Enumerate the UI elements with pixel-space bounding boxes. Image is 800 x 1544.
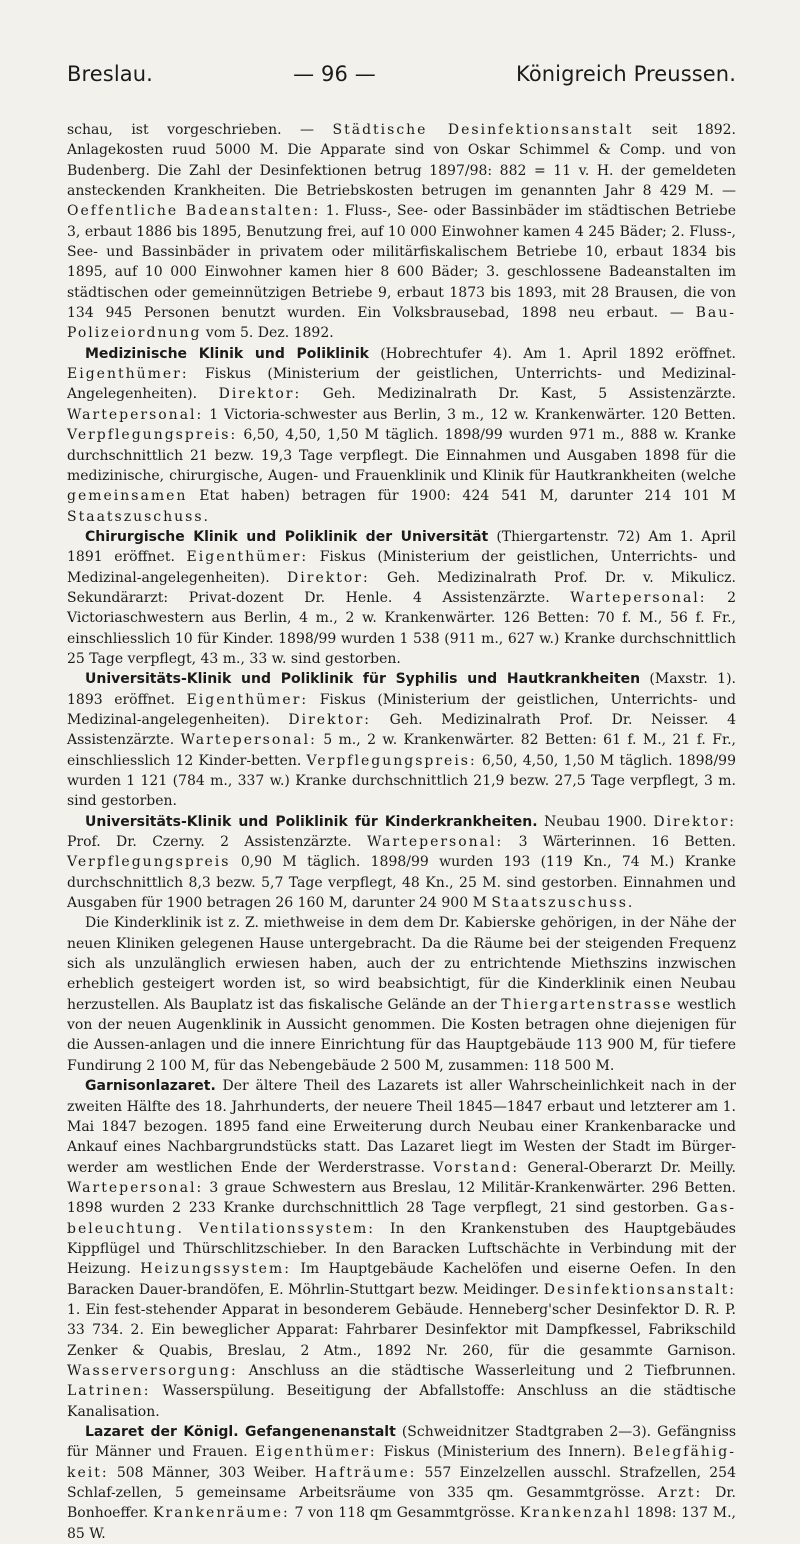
- text-run: 1 Victoria-schwester aus Berlin, 3 m., 12 w. Krankenwärter. 120 Betten.: [203, 406, 736, 423]
- spaced-term: Staatszuschuss.: [67, 508, 210, 525]
- text-run: Im Hauptgebäude Kachelöfen und eiserne Oefen. In den Baracken Dauer-brandöfen, E. Möhrlin-Stuttgart bezw. Meidinger.: [67, 1261, 736, 1298]
- text-run: 5 m., 2 w. Krankenwärter. 82 Betten: 61 f. M., 21 f. Fr., einschliesslich 12 Kinder-betten.: [67, 732, 736, 769]
- spaced-term: Wartepersonal:: [67, 406, 204, 423]
- paragraph: [67, 120, 736, 344]
- section-heading: Universitäts-Klinik und Poliklinik für Kinderkrankheiten.: [85, 813, 538, 830]
- text-run: westlich von der neuen Augenklinik in Aussicht genommen. Die Kosten betragen ohne diejenigen für die Aussen-anlagen und die innere Einrichtung für das Hauptgebäude 113 900 M, für tiefere Fundirung 2 100 M, für das Nebengebäude 2 500 M, zusammen: 118 500 M.: [67, 996, 736, 1074]
- spaced-term: Krankenräume:: [153, 1505, 290, 1522]
- spaced-term: Vorstand:: [433, 1159, 520, 1176]
- text-run: Geh. Medizinalrath Prof. Dr. Neisser. 4 Assistenzärzte.: [67, 711, 736, 749]
- text-run: schau, ist vorgeschrieben. —: [67, 122, 333, 138]
- spaced-term: Eigenthümer:: [254, 1444, 377, 1461]
- header-city: Breslau.: [67, 62, 153, 86]
- spaced-term: Direktor:: [288, 711, 372, 728]
- spaced-term: Direktor:: [218, 386, 302, 403]
- paragraph: [67, 344, 736, 527]
- text-run: 508 Männer, 303 Weiber.: [108, 1464, 315, 1481]
- text-run: 6,50, 4,50, 1,50 M täglich. 1898/99 wurden 971 m., 888 w. Kranke durchschnittlich 21 bezw. 19,3 Tage verpflegt. Die Einnahmen und Ausgaben 1898 für die medizinische, chirurgische, Augen- und Frauenklinik und Klinik für Hautkrankheiten (welche: [67, 427, 736, 484]
- text-run: Geh. Medizinalrath Dr. Kast, 5 Assistenzärzte.: [301, 386, 736, 403]
- spaced-term: Verpflegungspreis:: [67, 427, 238, 444]
- spaced-term: Latrinen:: [67, 1383, 151, 1400]
- text-run: vom 5. Dez. 1892.: [201, 325, 334, 342]
- text-run: (Maxstr. 1). 1893 eröffnet.: [67, 671, 736, 708]
- text-run: Die Kinderklinik ist z. Z. miethweise in dem dem Dr. Kabierske gehörigen, in der Nähe der neuen Kliniken gelegenen Hause untergebracht. Da die Räume bei der steigenden Frequenz sich als unzulänglich erwiesen haben, auch der zu entrichtende Miethszins inzwischen erheblich gesteigert worden ist, so wird beabsichtigt, für die Kinderklinik einen Neubau herzustellen. Als Bauplatz ist das fiskalische Gelände an der: [67, 915, 736, 1013]
- spaced-term: Wartepersonal:: [366, 834, 504, 851]
- spaced-term: Wartepersonal:: [67, 1179, 204, 1196]
- text-run: Neubau 1900.: [537, 813, 654, 830]
- spaced-term: Staatszuschuss.: [491, 895, 635, 912]
- section-heading: Chirurgische Klinik und Poliklinik der Universität: [85, 528, 489, 545]
- spaced-term: Verpflegungspreis: [67, 854, 231, 871]
- paragraph: [67, 1422, 736, 1544]
- text-run: Geh. Medizinalrath Prof. Dr. v. Mikulicz. Sekundärarzt: Privat-dozent Dr. Henle. 4 Assistenzärzte.: [67, 569, 736, 606]
- text-run: Fiskus (Ministerium der geistlichen, Unterrichts- und Medizinal-angelegenheiten).: [67, 549, 737, 586]
- spaced-term: Städtische Desinfektionsanstalt: [332, 122, 634, 138]
- text-run: Etat haben) betragen für 1900: 424 541 M, darunter 214 101 M: [187, 488, 736, 505]
- spaced-term: gemeinsamen: [67, 488, 188, 505]
- spaced-term: Verpflegungspreis:: [306, 752, 477, 769]
- text-run: 557 Einzelzellen ausschl. Strafzellen, 254 Schlaf-zellen, 5 gemeinsame Arbeitsräume von 335 qm. Gesammtgrösse.: [67, 1464, 736, 1502]
- paragraph: [67, 527, 736, 669]
- spaced-term: Thiergartenstrasse: [501, 996, 673, 1013]
- section-heading: Universitäts-Klinik und Poliklinik für Syphilis und Hautkrankheiten: [85, 671, 641, 688]
- spaced-term: Arzt:: [657, 1485, 703, 1502]
- text-run: Wasserspülung. Beseitigung der Abfallstoffe: Anschluss an die städtische Kanalisation.: [67, 1383, 736, 1420]
- text-run: Anschluss an die städtische Wasserleitung und 2 Tiefbrunnen.: [237, 1362, 736, 1379]
- text-run: Der ältere Theil des Lazarets ist aller Wahrscheinlichkeit nach in der zweiten Hälfte des 18. Jahrhunderts, der neuere Theil 1845—1847 erbaut und letzterer am 1. Mai 1847 bezogen. 1895 fand eine Erweiterung durch Neubau einer Krankenbaracke und Ankauf eines Nachbargrundstücks statt. Das Lazaret liegt im Westen der Stadt im Bürger-werder am westlichen Ende der Werderstrasse.: [67, 1078, 736, 1176]
- spaced-term: Wasserversorgung:: [67, 1362, 238, 1379]
- section-heading: Garnisonlazaret.: [85, 1078, 216, 1095]
- spaced-term: Direktor:: [653, 813, 736, 830]
- spaced-term: Ventilationssystem:: [199, 1220, 375, 1237]
- spaced-term: Krankenzahl: [519, 1505, 632, 1522]
- spaced-term: Gas-beleuchtung.: [67, 1200, 736, 1237]
- spaced-term: Eigenthümer:: [186, 691, 309, 708]
- spaced-term: Belegfähig-keit:: [67, 1444, 736, 1481]
- section-heading: Lazaret der Königl. Gefangenenanstalt: [85, 1424, 396, 1440]
- text-run: Fiskus (Ministerium der geistlichen, Unterrichts- und Medizinal-angelegenheiten).: [67, 691, 737, 728]
- spaced-term: Eigenthümer:: [186, 549, 309, 566]
- paragraph: [67, 812, 736, 914]
- header-state: Königreich Preussen.: [516, 62, 736, 86]
- text-run: Fiskus (Ministerium des Innern).: [376, 1444, 633, 1461]
- text-run: 0,90 M täglich. 1898/99 wurden 193 (119 Kn., 74 M.) Kranke durchschnittlich 8,3 bezw. 5,7 Tage verpflegt, 48 Kn., 25 M. sind gestorben. Einnahmen und Ausgaben für 1900 betragen 26 160 M, darunter 24 900 M: [67, 854, 736, 912]
- spaced-term: Wartepersonal:: [570, 589, 707, 606]
- text-run: 3 Wärterinnen. 16 Betten.: [503, 834, 737, 851]
- spaced-term: Wartepersonal:: [180, 732, 317, 749]
- page-number: — 96 —: [293, 62, 376, 86]
- spaced-term: Desinfektionsanstalt:: [543, 1281, 736, 1298]
- spaced-term: Eigenthümer:: [67, 366, 189, 383]
- text-run: (Schweidnitzer Stadtgraben 2—3). Gefängniss für Männer und Frauen.: [67, 1424, 737, 1461]
- text-run: [184, 1221, 199, 1237]
- spaced-term: Heizungssystem:: [140, 1261, 291, 1278]
- section-heading: Medizinische Klinik und Poliklinik: [85, 345, 369, 362]
- text-run: seit 1892. Anlagekosten ruud 5000 M. Die Apparate sind von Oskar Schimmel & Comp. und von Budenberg. Die Zahl der Desinfektionen betrug 1897/98: 882 = 11 v. H. der gemeldeten ansteckenden Krankheiten. Die Betriebskosten betrugen im genannten Jahr 8 429 M. —: [67, 122, 737, 200]
- text-run: Dr. Bonhoeffer.: [67, 1485, 736, 1522]
- text-run: 2 Victoriaschwestern aus Berlin, 4 m., 2 w. Krankenwärter. 126 Betten: 70 f. M., 56 f. Fr., einschliesslich 10 für Kinder. 1898/99 wurden 1 538 (911 m., 627 w.) Kranke durchschnittlich 25 Tage verpflegt, 43 m., 33 w. sind gestorben.: [67, 589, 736, 667]
- text-run: 6,50, 4,50, 1,50 M täglich. 1898/99 wurden 1 121 (784 m., 337 w.) Kranke durchschnittlich 21,9 bezw. 27,5 Tage verpflegt, 3 m. sind gestorben.: [67, 752, 736, 810]
- text-run: 1. Ein fest-stehender Apparat in besonderem Gebäude. Henneberg'scher Desinfektor D. R. P. 33 734. 2. Ein beweglicher Apparat: Fahrbarer Desinfektor mit Dampfkessel, Fabrikschild Zenker & Quabis, Breslau, 2 Atm., 1892 Nr. 260, für die gesammte Garnison.: [67, 1301, 736, 1359]
- text-run: (Hobrechtufer 4). Am 1. April 1892 eröffnet.: [368, 345, 736, 362]
- spaced-term: Hafträume:: [314, 1464, 417, 1481]
- text-run: 7 von 118 qm Gesammtgrösse.: [289, 1505, 520, 1522]
- paragraph: [67, 913, 736, 1076]
- running-head: [67, 62, 736, 96]
- text-run: (Thiergartenstr. 72) Am 1. April 1891 eröffnet.: [67, 528, 736, 566]
- text-run: 1898: 137 M., 85 W.: [67, 1505, 736, 1542]
- paragraph: [67, 1076, 736, 1422]
- body-text: [67, 120, 736, 1544]
- text-run: 3 graue Schwestern aus Breslau, 12 Militär-Krankenwärter. 296 Betten. 1898 wurden 2 233 Kranke durchschnittlich 28 Tage verpflegt, 21 sind gestorben.: [67, 1179, 736, 1217]
- text-run: 1. Fluss-, See- oder Bassinbäder im städtischen Betriebe 3, erbaut 1886 bis 1895, Benutzung frei, auf 10 000 Einwohner kamen 4 245 Bäder; 2. Fluss-, See- und Bassinbäder in privatem oder militärfiskalischem Betriebe 10, erbaut 1834 bis 1895, auf 10 000 Einwohner kamen hier 8 600 Bäder; 3. geschlossene Badeanstalten im städtischen oder gemeinnützigen Betriebe 9, erbaut 1873 bis 1893, mit 28 Brausen, die von 134 945 Personen benutzt wurden. Ein Volksbrausebad, 1898 neu erbaut. —: [67, 203, 736, 322]
- spaced-term: Direktor:: [287, 569, 370, 586]
- text-run: General-Oberarzt Dr. Meilly.: [519, 1159, 736, 1176]
- text-run: Fiskus (Ministerium der geistlichen, Unterrichts- und Medizinal-Angelegenheiten).: [67, 366, 736, 403]
- text-run: In den Krankenstuben des Hauptgebäudes Kippflügel und Thürschlitzschieber. In den Baracken Luftschächte in Verbindung mit der Heizung.: [67, 1220, 736, 1278]
- spaced-term: Bau-Polizeiordnung: [67, 305, 736, 342]
- text-run: Prof. Dr. Czerny. 2 Assistenzärzte.: [67, 834, 367, 851]
- paragraph: [67, 669, 736, 811]
- spaced-term: Oeffentliche Badeanstalten:: [67, 203, 321, 220]
